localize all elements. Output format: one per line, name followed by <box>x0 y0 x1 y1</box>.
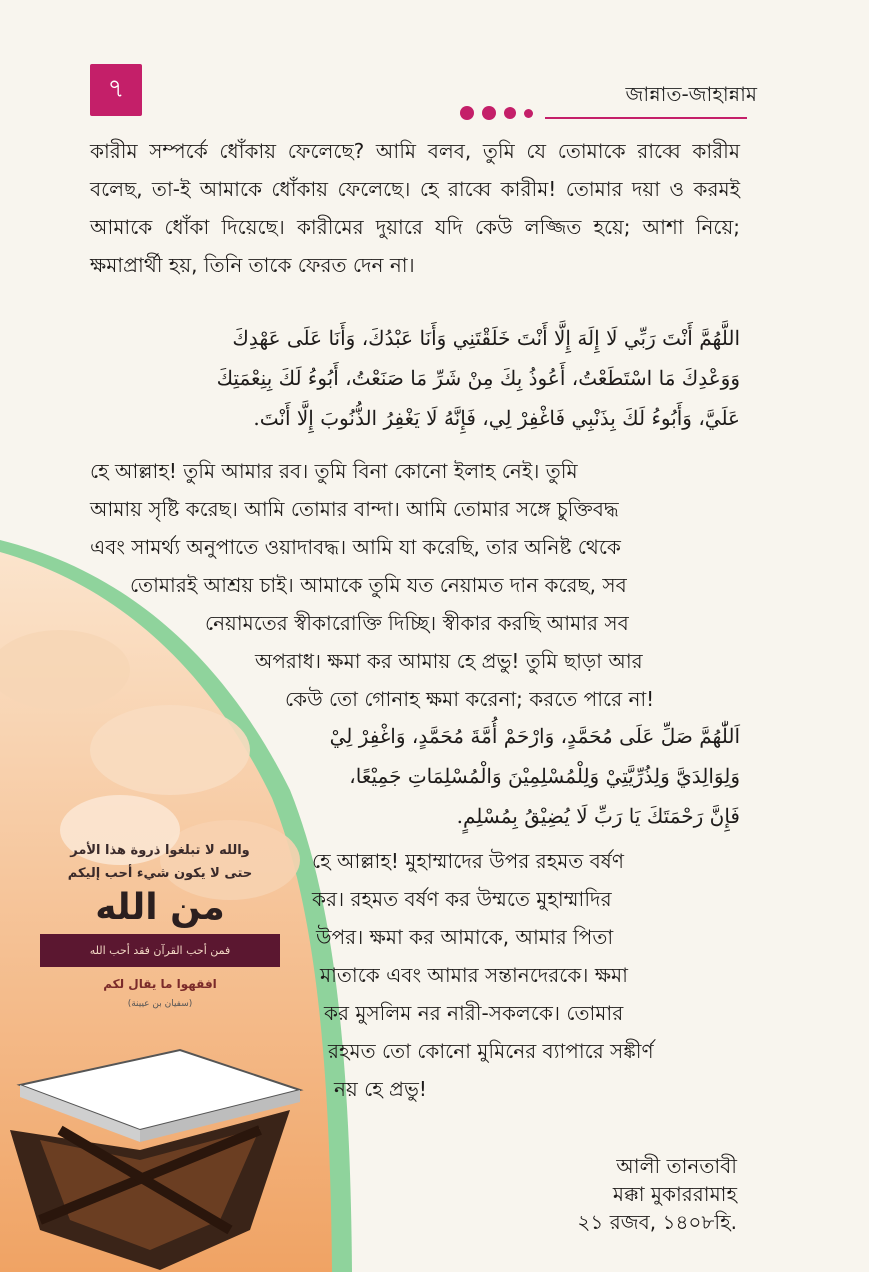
paragraph-3-line: উপর। ক্ষমা কর আমাকে, আমার পিতা <box>316 925 614 949</box>
calligraphy-line-1: والله لا تبلغوا ذروة هذا الأمر <box>70 843 250 858</box>
header-rule <box>545 117 747 119</box>
arabic-dua-1-line: عَلَيَّ، وَأَبُوءُ لَكَ بِذَنْبِي فَاغْفِرْ لِي، فَإِنَّهُ لَا يَغْفِرُ الذُّنُوبَ إِلَّا أَنْتَ. <box>253 406 740 430</box>
page-number: ৭ <box>90 64 142 116</box>
paragraph-2-line: আমায় সৃষ্টি করেছ। আমি তোমার বান্দা। আমি তোমার সঙ্গে চুক্তিবদ্ধ <box>90 497 619 521</box>
paragraph-3-line: নয় হে প্রভু! <box>334 1077 427 1101</box>
arabic-dua-1-line: وَوَعْدِكَ مَا اسْتَطَعْتُ، أَعُوذُ بِكَ مِنْ شَرِّ مَا صَنَعْتُ، أَبُوءُ لَكَ بِنِعْمَتِكَ <box>216 366 740 390</box>
arabic-dua-2 <box>300 716 740 836</box>
calligraphy-title: من الله <box>95 887 225 928</box>
paragraph-3-line: হে আল্লাহ! মুহাম্মাদের উপর রহমত বর্ষণ <box>312 849 624 873</box>
arabic-dua-2-line: وَلِوَالِدَيَّ وَلِذُرِّيَّتِيْ وَلِلْمُسْلِمِيْنَ وَالْمُسْلِمَاتِ جَمِيْعًا، <box>349 764 740 788</box>
arabic-calligraphy-panel <box>40 835 280 1009</box>
date-text: ২১ রজব, ১৪০৮হি. <box>577 1210 737 1234</box>
calligraphy-attribution: (سفيان بن عيينة) <box>127 999 193 1009</box>
paragraph-2-line: তোমারই আশ্রয় চাই। আমাকে তুমি যত নেয়ামত দান করেছ, সব <box>130 573 627 597</box>
paragraph-2-line: অপরাধ। ক্ষমা কর আমায় হে প্রভু! তুমি ছাড়া আর <box>255 649 643 673</box>
running-title: জান্নাত-জাহান্নাম <box>625 82 757 106</box>
paragraph-3-line: মাতাকে এবং আমার সন্তানদেরকে। ক্ষমা <box>320 963 628 987</box>
arabic-dua-2-line: فَإِنَّ رَحْمَتَكَ يَا رَبِّ لَا يُضِيْقُ بِمُسْلِمٍ. <box>456 804 740 828</box>
author-name: আলী তানতাবী <box>616 1154 737 1178</box>
paragraph-2-line: নেয়ামতের স্বীকারোক্তি দিচ্ছি। স্বীকার করছি আমার সব <box>205 611 629 635</box>
calligraphy-line-2: حتى لا يكون شيء أحب إليكم <box>67 866 253 881</box>
place-name: মক্কা মুকাররামাহ <box>612 1182 737 1206</box>
arabic-dua-2-line: اَللّٰهُمَّ صَلِّ عَلَى مُحَمَّدٍ، وَارْحَمْ أُمَّةَ مُحَمَّدٍ، وَاغْفِرْ لِيْ <box>329 724 740 748</box>
paragraph-2-line: কেউ তো গোনাহ ক্ষমা করেনা; করতে পারে না! <box>285 687 655 711</box>
paragraph-1: কারীম সম্পর্কে ধোঁকায় ফেলেছে? আমি বলব, তুমি যে তোমাকে রাব্বে কারীম বলেছ, তা-ই আমাকে ধোঁকায় ফেলেছে। হে রাব্বে কারীম! তোমার দয়া ও করমই আমাকে ধোঁকা দিয়েছে। কারীমের দুয়ারে যদি কেউ লজ্জিত হয়ে; আশা নিয়ে; ক্ষমাপ্রার্থী হয়, তিনি তাকে ফেরত দেন না। <box>90 139 740 277</box>
arabic-dua-1 <box>90 318 740 438</box>
signature-block <box>577 1152 737 1236</box>
paragraph-3-line: রহমত তো কোনো মুমিনের ব্যাপারে সঙ্কীর্ণ <box>328 1039 654 1063</box>
decorative-dots <box>460 106 533 120</box>
paragraph-3-line: কর। রহমত বর্ষণ কর উম্মতে মুহাম্মাদির <box>312 887 612 911</box>
arabic-dua-1-line: اللَّهُمَّ أَنْتَ رَبِّي لَا إِلَهَ إِلَّا أَنْتَ خَلَقْتَنِي وَأَنَا عَبْدُكَ، وَأَنَا عَلَى عَهْدِكَ <box>232 326 740 350</box>
calligraphy-line-3: افقهوا ما يقال لكم <box>103 977 217 991</box>
paragraph-2-line: হে আল্লাহ! তুমি আমার রব। তুমি বিনা কোনো ইলাহ নেই। তুমি <box>90 459 578 483</box>
calligraphy-band: فمن أحب القرآن فقد أحب الله <box>40 934 280 967</box>
paragraph-3-line: কর মুসলিম নর নারী-সকলকে। তোমার <box>324 1001 624 1025</box>
paragraph-2-line: এবং সামর্থ্য অনুপাতে ওয়াদাবদ্ধ। আমি যা করেছি, তার অনিষ্ট থেকে <box>90 535 621 559</box>
